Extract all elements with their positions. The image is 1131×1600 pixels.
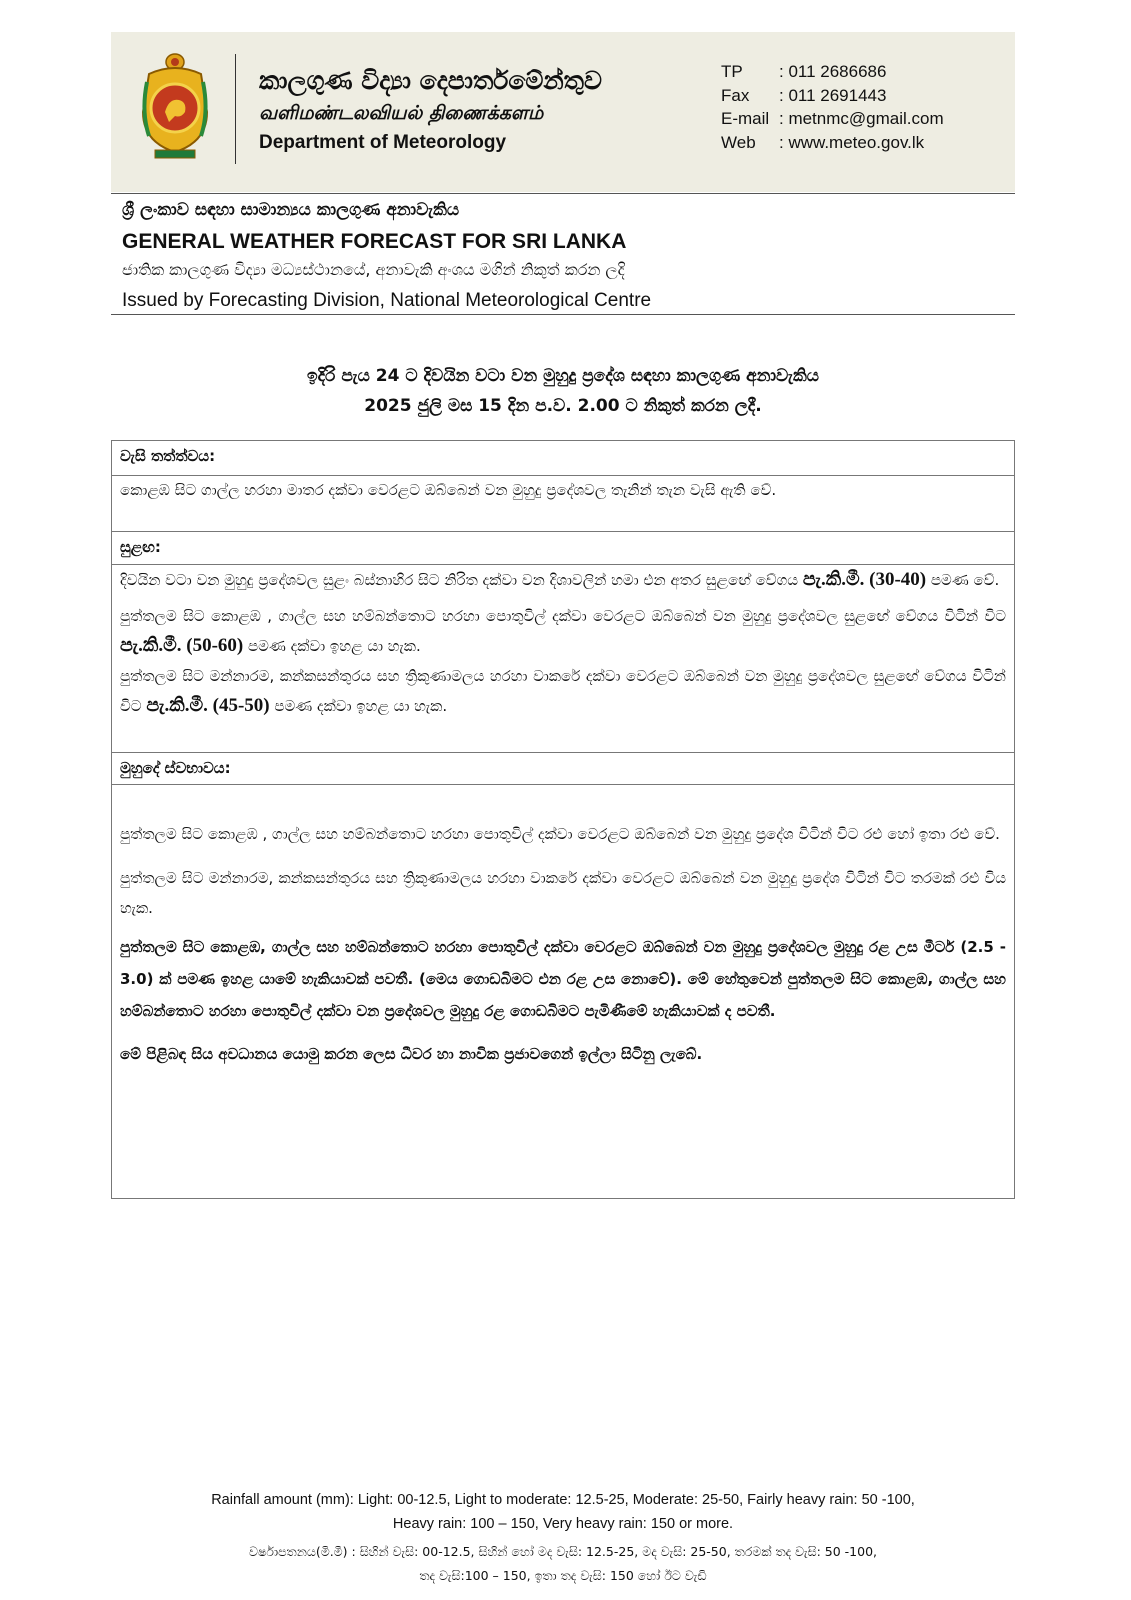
org-name-tamil: வளிமண்டலவியல் திணைக்களம் [259, 102, 544, 124]
wind-section-header [111, 532, 1015, 565]
rainfall-legend-en-2: Heavy rain: 100 – 150, Very heavy rain: 150 or more. [392, 1516, 734, 1532]
title-bottom-rule [111, 314, 1015, 315]
contact-tp: TP : 011 2686686 [721, 62, 887, 81]
header-divider [235, 54, 236, 164]
wind-paragraph-2: පුත්තලම සිට කොළඹ , ගාල්ල සහ හම්බන්තොට හරහා පොතුවිල් දක්වා වෙරළට ඔබ්බෙන් වන මුහුදු ප්‍රදේශවල සුළඟේ වේගය විටින් විට පැ.කි.මී. (50-60) පමණ දක්වා ඉහළ යා හැක. [120, 607, 1006, 656]
sea-section-body [111, 785, 1015, 1199]
title-top-rule [111, 193, 1015, 194]
rainfall-legend-en-1: Rainfall amount (mm): Light: 00-12.5, Light to moderate: 12.5-25, Moderate: 25-50, Fairly heavy rain: 50 -100, [211, 1492, 915, 1508]
forecast-heading-line1: ඉදිරි පැය 24 ට දිවයින වටා වන මුහුදු ප්‍රදේශ සඳහා කාලගුණ අනාවැකිය [306, 366, 820, 386]
wind-paragraph-3: පුත්තලම සිට මන්නාරම, කන්කසන්තුරය සහ ත්‍රිකුණාමලය හරහා වාකරේ දක්වා වෙරළට ඔබ්බෙන් වන මුහුදු ප්‍රදේශවල සුළඟේ වේගය විටින් විට පැ.කි.මී. (45-50) පමණ දක්වා ඉහළ යා හැක. [120, 667, 1006, 716]
sea-paragraph-2: පුත්තලම සිට මන්නාරම, කන්කසන්තුරය සහ ත්‍රිකුණාමලය හරහා වාකරේ දක්වා වෙරළට ඔබ්බෙන් වන මුහුදු ප්‍රදේශ විටින් විට තරමක් රළු විය හැක. [120, 869, 1006, 917]
rainfall-legend-si-1: වර්ෂාපතනය(මි.මී) : සිහින් වැසි: 00-12.5, සිහින් හෝ මද වැසි: 12.5-25, මද වැසි: 25-50, තරමක් තද වැසි: 50 -100, [248, 1544, 878, 1559]
issued-by-english: Issued by Forecasting Division, National Meteorological Centre [122, 290, 652, 311]
forecast-heading-date: 2025 ජුලි මස 15 දින ප.ව. 2.00 ට නිකුත් කරන ලදී. [364, 396, 762, 416]
title-english: GENERAL WEATHER FORECAST FOR SRI LANKA [122, 230, 627, 253]
issued-by-sinhala: ජාතික කාලගුණ විද්‍යා මධ්‍යස්ථානයේ, අනාවැකි අංශය මගින් නිකුත් කරන ලදි [122, 260, 625, 279]
sea-advisory: මේ පිළිබඳ සිය අවධානය යොමු කරන ලෙස ධීවර හා නාවික ප්‍රජාවගෙන් ඉල්ලා සිටිනු ලැබේ. [120, 1045, 703, 1063]
org-name-sinhala: කාලගුණ විද්‍යා දෙපාර්තමේන්තුව [259, 66, 602, 95]
rain-section-body [111, 475, 1015, 532]
letterhead [111, 32, 1015, 192]
wind-section-title: සුළඟ: [120, 538, 161, 556]
rain-section-title: වැසි තත්ත්වය: [120, 447, 216, 465]
contact-email: E-mail : metnmc@gmail.com [721, 109, 944, 128]
forecast-title-block [122, 200, 651, 312]
wind-section-body [111, 565, 1015, 753]
coat-of-arms-emblem [135, 52, 215, 164]
title-sinhala: ශ්‍රී ලංකාව සඳහා සාමාන්‍යය කාලගුණ අනාවැකිය [122, 200, 460, 220]
contact-fax: Fax : 011 2691443 [721, 85, 887, 105]
org-name-english: Department of Meteorology [259, 132, 507, 153]
contact-web: Web : www.meteo.gov.lk [721, 132, 925, 152]
sea-paragraph-3: පුත්තලම සිට කොළඹ, ගාල්ල සහ හම්බන්තොට හරහා පොතුවිල් දක්වා වෙරළට ඔබ්බෙන් වන මුහුදු ප්‍රදේශවල මුහුදු රළ උස මීටර් (2.5 - 3.0) ක් පමණ ඉහළ යාමේ හැකියාවක් පවතී. (මෙය ගොඩබිමට එන රළ උස නොවේ). මේ හේතුවෙන් පුත්තලම සිට කොළඹ, ගාල්ල සහ හම්බන්තොට හරහා පොතුවිල් දක්වා වන ප්‍රදේශවල මුහුදු රළ ගොඩබිමට පැමිණීමේ හැකියාවක් ද පවතී. [120, 938, 1006, 1020]
sea-paragraph-1: පුත්තලම සිට කොළඹ , ගාල්ල සහ හම්බන්තොට හරහා පොතුවිල් දක්වා වෙරළට ඔබ්බෙන් වන මුහුදු ප්‍රදේශ විටින් විට රළු හෝ ඉතා රළු වේ. [120, 825, 1000, 843]
rainfall-legend [111, 1488, 1015, 1588]
rainfall-legend-si-2: තද වැසි:100 – 150, ඉතා තද වැසි: 150 හෝ ඊට වැඩි [419, 1568, 707, 1583]
sea-section-header [111, 753, 1015, 785]
contact-details [721, 60, 944, 154]
rain-section-header [111, 440, 1015, 476]
sea-section-title: මුහුදේ ස්වභාවය: [120, 759, 231, 777]
wind-paragraph-1: දිවයින වටා වන මුහුදු ප්‍රදේශවල සුළං බස්නාහිර සිට නිරිත දක්වා වන දිශාවලින් හමා එන අතර සුළඟේ වේගය පැ.කි.මී. (30-40) පමණ වේ. [120, 569, 1000, 590]
rain-text: කොළඹ සිට ගාල්ල හරහා මාතර දක්වා වෙරළට ඔබ්බෙන් වන මුහුදු ප්‍රදේශවල තැනින් තැන වැසි ඇති වේ. [120, 481, 777, 499]
